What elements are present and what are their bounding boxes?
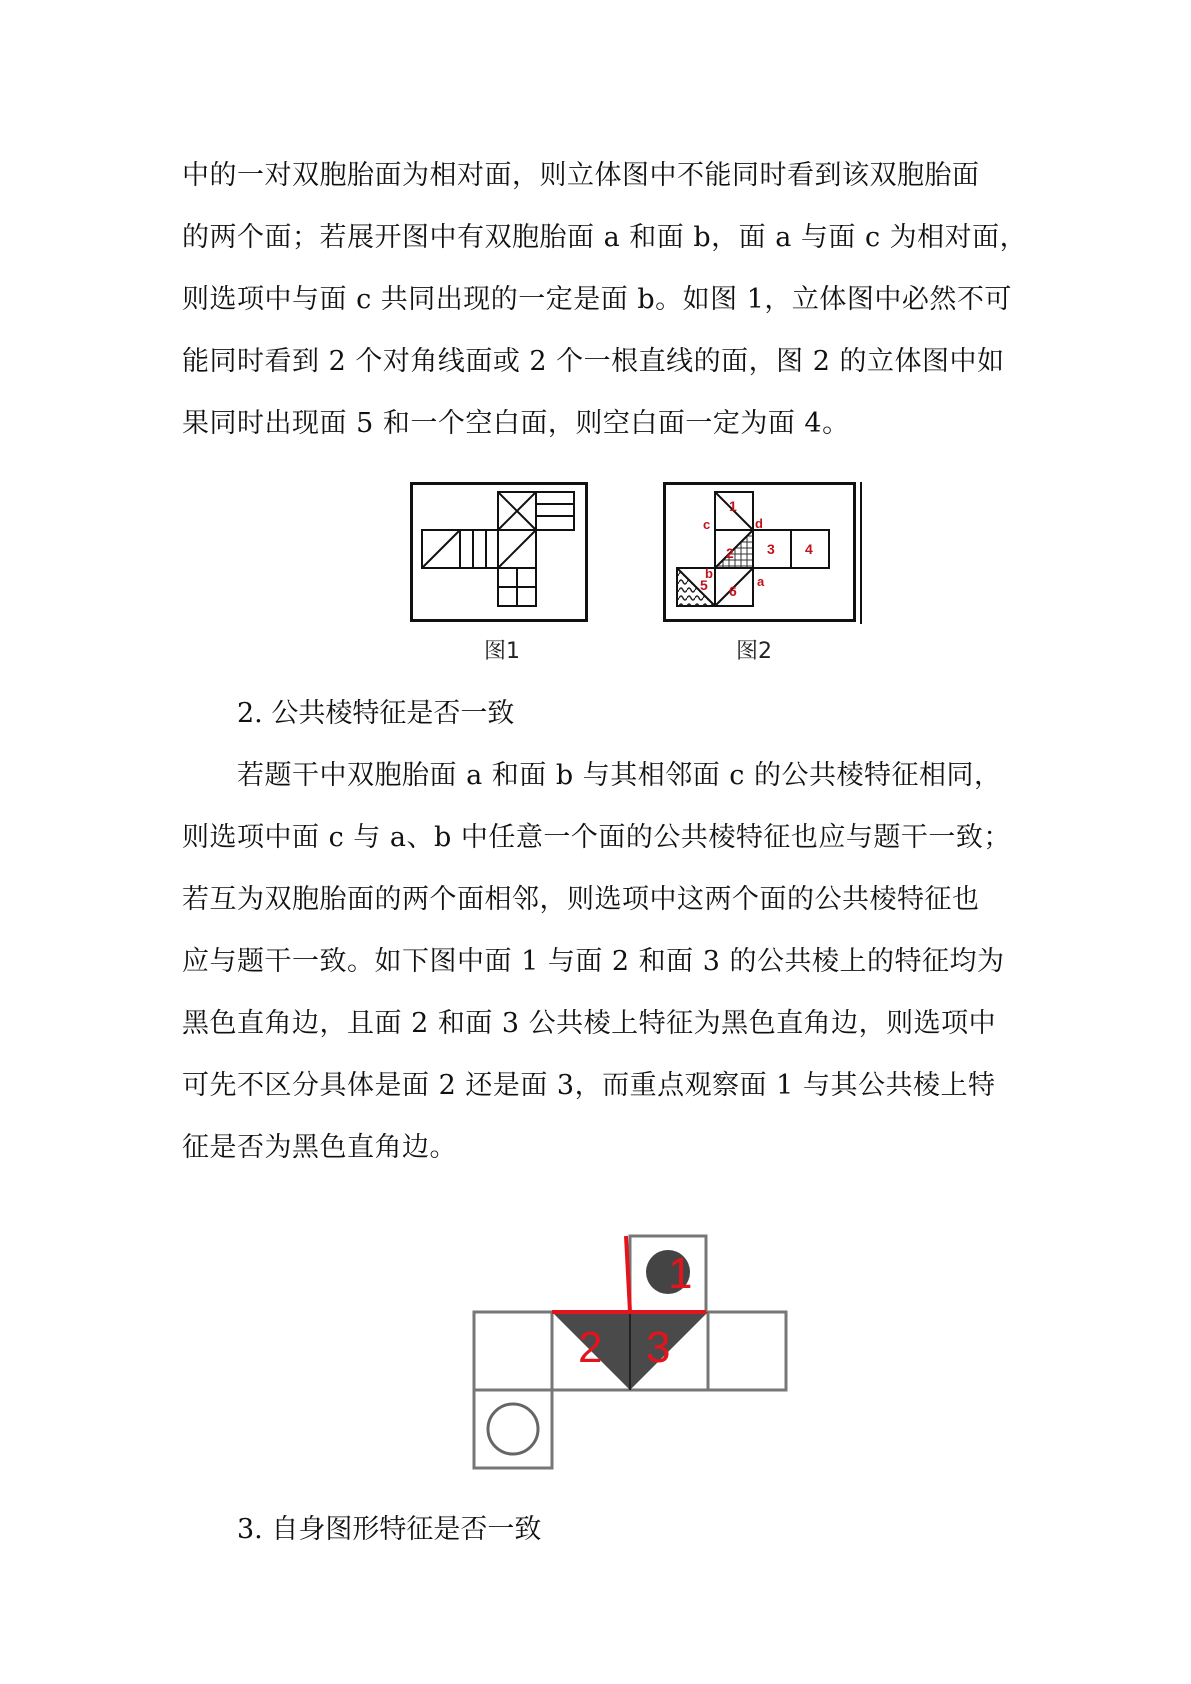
fig2-label-b: b: [705, 566, 713, 581]
fig2-label-5: 5: [700, 577, 708, 593]
fig1-face-top-right: [536, 492, 574, 530]
para1-line-4: 能同时看到 2 个对角线面或 2 个一根直线的面，图 2 的立体图中如: [182, 346, 1005, 377]
section2-line-4: 应与题干一致。如下图中面 1 与面 2 和面 3 的公共棱上的特征均为: [182, 946, 1005, 977]
section-3-heading: 3. 自身图形特征是否一致: [237, 1514, 542, 1545]
fig3-label-1: 1: [668, 1249, 693, 1298]
fig3-face-bottom: [474, 1390, 552, 1468]
section2-line-3: 若互为双胞胎面的两个面相邻，则选项中这两个面的公共棱特征也: [182, 884, 980, 915]
fig2-label-6: 6: [729, 583, 737, 599]
fig2-label-d: d: [755, 516, 763, 531]
figure-1-net: [410, 482, 590, 624]
section-2-heading: 2. 公共棱特征是否一致: [237, 698, 515, 729]
figure-2-caption: 图2: [736, 639, 772, 664]
para1-line-3: 则选项中与面 c 共同出现的一定是面 b。如图 1，立体图中必然不可: [182, 284, 1012, 315]
fig2-label-1: 1: [729, 498, 737, 514]
figure-3-net: [470, 1232, 790, 1474]
fig3-face-left: [474, 1312, 552, 1390]
fig3-label-2: 2: [578, 1323, 603, 1372]
section2-line-5: 黑色直角边，且面 2 和面 3 公共棱上特征为黑色直角边，则选项中: [182, 1008, 997, 1039]
fig2-label-a: a: [757, 574, 765, 589]
section2-line-6: 可先不区分具体是面 2 还是面 3，而重点观察面 1 与其公共棱上特: [182, 1070, 996, 1101]
fig3-face-right: [708, 1312, 786, 1390]
fig2-label-4: 4: [805, 541, 813, 557]
section2-line-2: 则选项中面 c 与 a、b 中任意一个面的公共棱特征也应与题干一致；: [182, 822, 1011, 853]
fig2-label-2: 2: [726, 545, 734, 561]
fig1-face-mid-left: [460, 530, 498, 568]
fig2-label-3: 3: [767, 541, 775, 557]
para1-line-1: 中的一对双胞胎面为相对面，则立体图中不能同时看到该双胞胎面: [182, 160, 980, 191]
fig2-label-c: c: [703, 517, 711, 532]
fig3-label-3: 3: [646, 1323, 671, 1372]
section2-line-1: 若题干中双胞胎面 a 和面 b 与其相邻面 c 的公共棱特征相同，: [237, 760, 1002, 791]
figure-2-net: [663, 482, 863, 624]
section2-line-7: 征是否为黑色直角边。: [182, 1132, 457, 1163]
fig3-outline-circle: [488, 1404, 538, 1454]
para1-line-5: 果同时出现面 5 和一个空白面，则空白面一定为面 4。: [182, 408, 850, 439]
figure-1-caption: 图1: [484, 639, 520, 664]
para1-line-2: 的两个面；若展开图中有双胞胎面 a 和面 b，面 a 与面 c 为相对面，: [182, 222, 1028, 253]
